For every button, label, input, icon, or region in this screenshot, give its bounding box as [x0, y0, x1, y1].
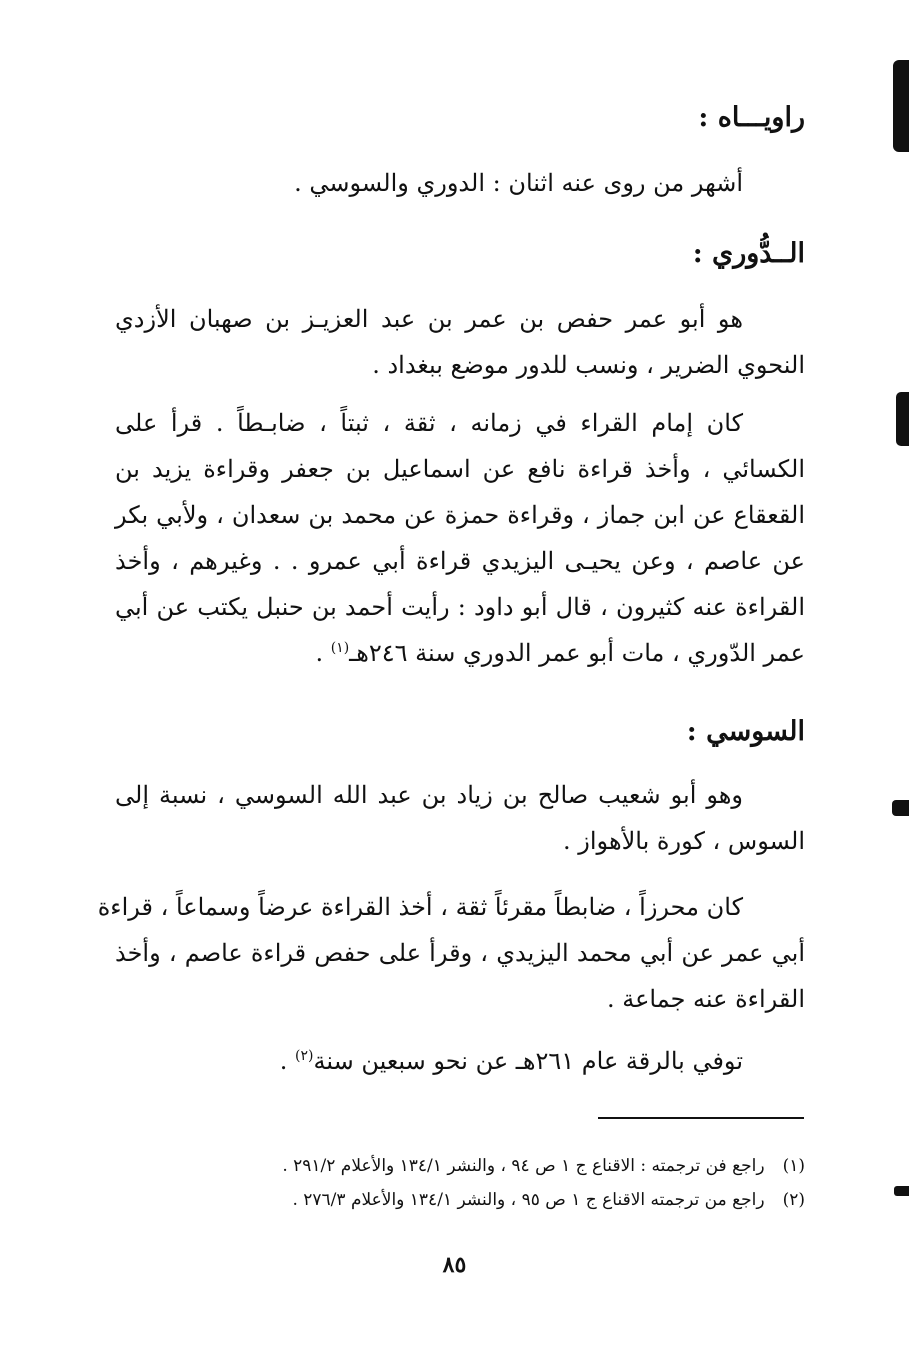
text-line: عن عاصم ، وعن يحيـى اليزيدي قراءة أبي عمرو . . وغيرهم ، وأخذ: [115, 547, 805, 575]
text-segment: .: [279, 1047, 295, 1075]
paragraph-susi-bio: [97, 884, 805, 1022]
scan-edge-mark: [893, 60, 909, 152]
scan-edge-mark: [892, 800, 909, 816]
paragraph-duri-bio: [115, 400, 805, 676]
text-line: النحوي الضرير ، ونسب للدور موضع ببغداد .: [372, 351, 805, 379]
footnote-1: [105, 1152, 805, 1180]
text-line: كان محرزاً ، ضابطاً مقرئاً ثقة ، أخذ القراءة عرضاً وسماعاً ، قراءة: [97, 893, 743, 921]
paragraph-duri-intro: [115, 296, 805, 388]
text-line: القراءة عنه جماعة .: [606, 985, 805, 1013]
scan-edge-mark: [894, 1186, 909, 1196]
text-line: كان إمام القراء في زمانه ، ثقة ، ثبتاً ، ضابـطاً . قرأ على: [115, 409, 743, 437]
footnote-number: (١): [782, 1156, 805, 1176]
text-segment: .: [315, 639, 331, 667]
footnote-text: راجع من ترجمته الاقناع ج ١ ص ٩٥ ، والنشر ١٣٤/١ والأعلام ٢٧٦/٣ .: [292, 1190, 765, 1210]
section-heading-duri: الــدُّوري :: [692, 238, 805, 269]
section-heading-narrators: راويـــاه :: [698, 102, 805, 133]
page-number: ٨٥: [442, 1252, 467, 1278]
footnote-number: (٢): [782, 1190, 805, 1210]
text-line: القراءة عنه كثيرون ، قال أبو داود : رأيت أحمد بن حنبل يكتب عن أبي: [115, 593, 805, 621]
paragraph-narrators: [115, 160, 805, 206]
text-line: أبي عمر عن أبي محمد اليزيدي ، وقرأ على حفص قراءة عاصم ، وأخذ: [115, 939, 805, 967]
text-line: أشهر من روى عنه اثنان : الدوري والسوسي .: [294, 169, 743, 197]
text-line: [115, 630, 805, 676]
text-line: وهو أبو شعيب صالح بن زياد بن عبد الله السوسي ، نسبة إلى: [115, 781, 743, 809]
section-heading-susi: السوسي :: [686, 716, 805, 747]
text-line: هو أبو عمر حفص بن عمر بن عبد العزيـز بن صهبان الأزدي: [115, 305, 743, 333]
footnote-separator: [598, 1117, 804, 1119]
footnote-text: راجع فن ترجمته : الاقناع ج ١ ص ٩٤ ، والنشر ١٣٤/١ والأعلام ٢٩١/٢ .: [282, 1156, 765, 1176]
text-segment: عمر الدّوري ، مات أبو عمر الدوري سنة ٢٤٦هـ: [349, 639, 805, 667]
text-line: الكسائي ، وأخذ قراءة نافع عن اسماعيل بن جعفر وقراءة يزيد بن: [115, 455, 805, 483]
footnote-ref[interactable]: (٢): [295, 1048, 314, 1064]
text-segment: توفي بالرقة عام ٢٦١هـ عن نحو سبعين سنة: [313, 1047, 743, 1075]
footnote-2: [105, 1186, 805, 1214]
footnote-ref[interactable]: (١): [330, 640, 350, 656]
text-line: [115, 1038, 805, 1084]
text-line: السوس ، كورة بالأهواز .: [563, 827, 805, 855]
scan-edge-mark: [896, 392, 909, 446]
paragraph-susi-death: [115, 1038, 805, 1084]
paragraph-susi-intro: [115, 772, 805, 864]
text-line: القعقاع عن ابن جماز ، وقراءة حمزة عن محمد بن سعدان ، ولأبي بكر: [115, 501, 805, 529]
